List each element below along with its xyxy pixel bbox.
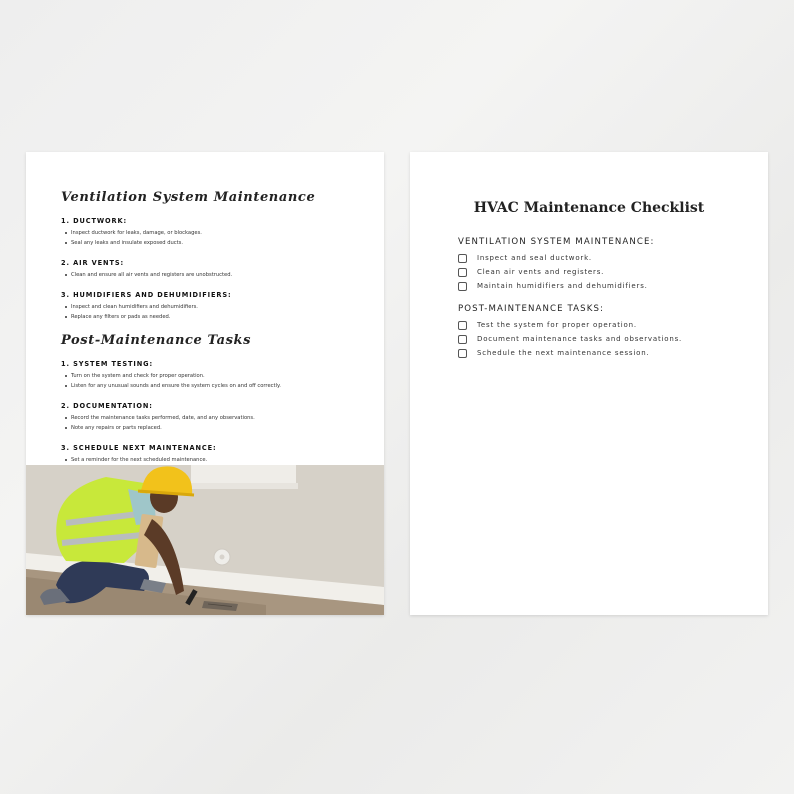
list-item: Inspect ductwork for leaks, damage, or blockages. — [61, 228, 361, 238]
system-testing-list — [61, 371, 361, 391]
checklist-item[interactable] — [458, 265, 748, 279]
left-page-content — [61, 190, 361, 476]
checklist-item-label: Schedule the next maintenance session. — [477, 349, 650, 357]
checklist-item-label: Inspect and seal ductwork. — [477, 254, 592, 262]
air-vents-list — [61, 270, 361, 280]
ductwork-heading: 1. DUCTWORK: — [61, 217, 128, 225]
checkbox[interactable] — [458, 254, 467, 263]
documentation-heading: 2. DOCUMENTATION: — [61, 402, 153, 410]
post-maintenance-checklist-heading: POST-MAINTENANCE TASKS: — [458, 304, 604, 314]
list-item: Turn on the system and check for proper operation. — [61, 371, 361, 381]
checklist-content — [458, 237, 748, 360]
list-item: Inspect and clean humidifiers and dehumidifiers. — [61, 302, 361, 312]
list-item: Replace any filters or pads as needed. — [61, 312, 361, 322]
checkbox[interactable] — [458, 282, 467, 291]
list-item: Record the maintenance tasks performed, date, and any observations. — [61, 413, 361, 423]
list-item: Seal any leaks and insulate exposed ducts. — [61, 238, 361, 248]
checklist-item-label: Test the system for proper operation. — [477, 321, 637, 329]
checkbox[interactable] — [458, 335, 467, 344]
checklist-item-label: Clean air vents and registers. — [477, 268, 605, 276]
humidifiers-heading: 3. HUMIDIFIERS AND DEHUMIDIFIERS: — [61, 291, 232, 299]
checkbox[interactable] — [458, 321, 467, 330]
checklist-item[interactable] — [458, 318, 748, 332]
checklist-item-label: Document maintenance tasks and observations. — [477, 335, 683, 343]
left-page — [26, 152, 384, 615]
checklist-item[interactable] — [458, 332, 748, 346]
humidifiers-list — [61, 302, 361, 322]
ventilation-title: Ventilation System Maintenance — [61, 190, 316, 205]
post-maintenance-title: Post-Maintenance Tasks — [61, 333, 252, 348]
schedule-heading: 3. SCHEDULE NEXT MAINTENANCE: — [61, 444, 217, 452]
checklist-item[interactable] — [458, 346, 748, 360]
right-page — [410, 152, 768, 615]
documentation-list — [61, 413, 361, 433]
list-item: Listen for any unusual sounds and ensure the system cycles on and off correctly. — [61, 381, 361, 391]
checkbox[interactable] — [458, 349, 467, 358]
list-item: Note any repairs or parts replaced. — [61, 423, 361, 433]
technician-photo — [26, 465, 384, 615]
ventilation-checklist-heading: VENTILATION SYSTEM MAINTENANCE: — [458, 237, 655, 247]
schedule-list — [61, 455, 361, 465]
list-item: Set a reminder for the next scheduled maintenance. — [61, 455, 361, 465]
ductwork-list — [61, 228, 361, 248]
air-vents-heading: 2. AIR VENTS: — [61, 259, 125, 267]
technician-illustration — [26, 465, 384, 615]
checklist-item[interactable] — [458, 251, 748, 265]
checklist-item-label: Maintain humidifiers and dehumidifiers. — [477, 282, 648, 290]
checklist-title: HVAC Maintenance Checklist — [473, 200, 705, 216]
checkbox[interactable] — [458, 268, 467, 277]
system-testing-heading: 1. SYSTEM TESTING: — [61, 360, 153, 368]
list-item: Clean and ensure all air vents and registers are unobstructed. — [61, 270, 361, 280]
checklist-item[interactable] — [458, 279, 748, 293]
